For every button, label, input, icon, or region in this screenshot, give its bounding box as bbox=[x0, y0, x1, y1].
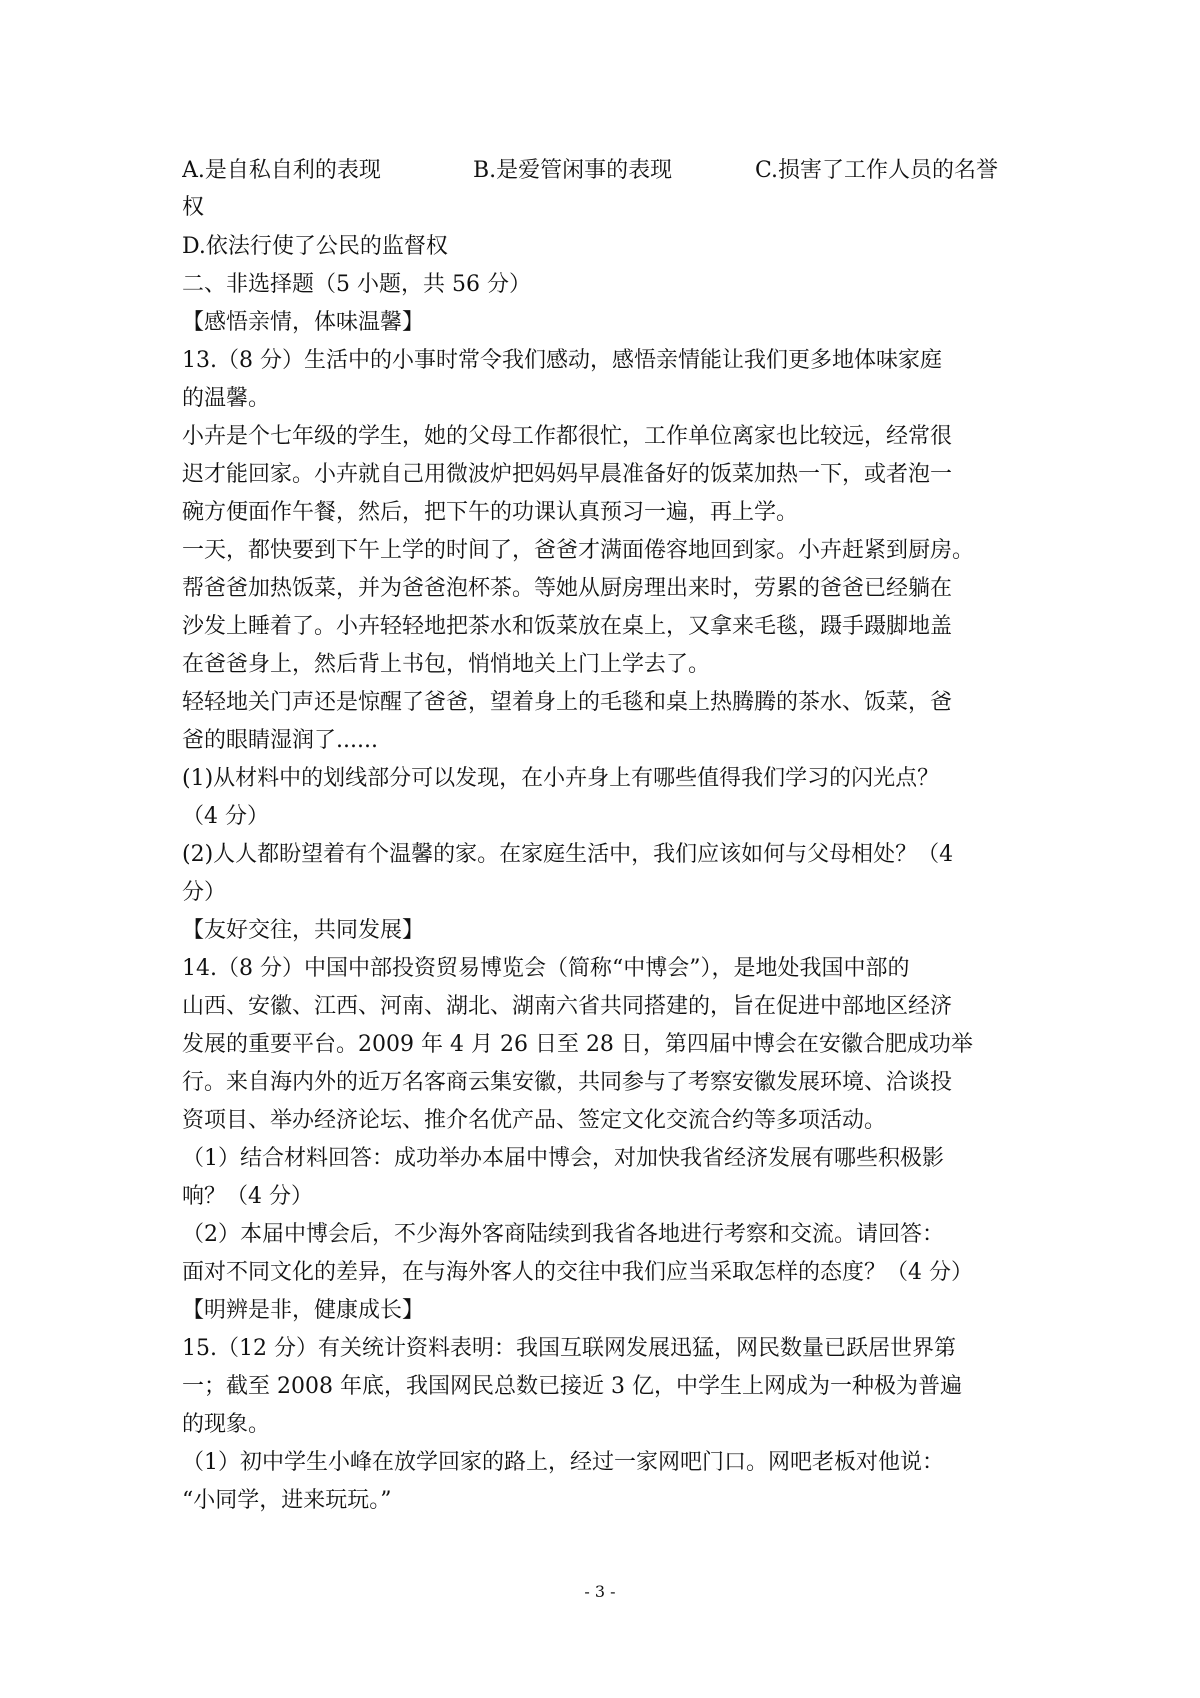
option-d: D.依法行使了公民的监督权 bbox=[182, 234, 448, 259]
text-line: 山西、安徽、江西、河南、湖北、湖南六省共同搭建的，旨在促进中部地区经济 bbox=[182, 994, 953, 1019]
option-b: B.是爱管闲事的表现 bbox=[473, 158, 673, 183]
text-line: 面对不同文化的差异，在与海外客人的交往中我们应当采取怎样的态度？（4 分） bbox=[182, 1260, 973, 1285]
text-line: “小同学，进来玩玩。” bbox=[182, 1488, 392, 1513]
option-c: C.损害了工作人员的名誉 bbox=[755, 158, 999, 183]
text-line: 响？（4 分） bbox=[182, 1184, 313, 1209]
text-line: 小卉是个七年级的学生，她的父母工作都很忙，工作单位离家也比较远，经常很 bbox=[182, 424, 953, 449]
sub-question: （1）结合材料回答：成功举办本届中博会，对加快我省经济发展有哪些积极影 bbox=[182, 1146, 944, 1171]
text-line: 一；截至 2008 年底，我国网民总数已接近 3 亿，中学生上网成为一种极为普遍 bbox=[182, 1374, 962, 1399]
text-line: 一天，都快要到下午上学的时间了，爸爸才满面倦容地回到家。小卉赶紧到厨房。 bbox=[182, 538, 975, 563]
text-line: 分） bbox=[182, 880, 227, 905]
theme-heading: 【感悟亲情，体味温馨】 bbox=[182, 310, 425, 335]
text-line: 沙发上睡着了。小卉轻轻地把茶水和饭菜放在桌上，又拿来毛毯，蹑手蹑脚地盖 bbox=[182, 614, 953, 639]
text-line: 爸的眼睛湿润了...... bbox=[182, 728, 378, 753]
text-line: 的现象。 bbox=[182, 1412, 271, 1437]
text-line: 权 bbox=[182, 195, 205, 220]
sub-question: （1）初中学生小峰在放学回家的路上，经过一家网吧门口。网吧老板对他说： bbox=[182, 1450, 944, 1475]
question-15: 15.（12 分）有关统计资料表明：我国互联网发展迅猛，网民数量已跃居世界第 bbox=[182, 1336, 956, 1361]
text-line: 行。来自海内外的近万名客商云集安徽，共同参与了考察安徽发展环境、洽谈投 bbox=[182, 1070, 953, 1095]
page-number: - 3 - bbox=[584, 1582, 616, 1601]
text-line: 的温馨。 bbox=[182, 386, 271, 411]
theme-heading: 【友好交往，共同发展】 bbox=[182, 918, 425, 943]
sub-question: (2)人人都盼望着有个温馨的家。在家庭生活中，我们应该如何与父母相处？（4 bbox=[182, 842, 954, 867]
section-heading: 二、非选择题（5 小题，共 56 分） bbox=[182, 272, 531, 297]
text-line: 资项目、举办经济论坛、推介名优产品、签定文化交流合约等多项活动。 bbox=[182, 1108, 887, 1133]
sub-question: （2）本届中博会后，不少海外客商陆续到我省各地进行考察和交流。请回答： bbox=[182, 1222, 944, 1247]
option-a: A.是自私自利的表现 bbox=[182, 158, 381, 183]
text-line: 发展的重要平台。2009 年 4 月 26 日至 28 日，第四届中博会在安徽合肥成功举 bbox=[182, 1032, 973, 1057]
theme-heading: 【明辨是非，健康成长】 bbox=[182, 1298, 425, 1323]
text-line: 帮爸爸加热饭菜，并为爸爸泡杯茶。等她从厨房理出来时，劳累的爸爸已经躺在 bbox=[182, 576, 953, 601]
text-line: （4 分） bbox=[182, 804, 269, 829]
text-line: 迟才能回家。小卉就自己用微波炉把妈妈早晨准备好的饭菜加热一下，或者泡一 bbox=[182, 462, 953, 487]
text-line: 轻轻地关门声还是惊醒了爸爸，望着身上的毛毯和桌上热腾腾的茶水、饭菜，爸 bbox=[182, 690, 953, 715]
question-14: 14.（8 分）中国中部投资贸易博览会（简称“中博会”），是地处我国中部的 bbox=[182, 956, 910, 981]
text-line: 碗方便面作午餐，然后，把下午的功课认真预习一遍，再上学。 bbox=[182, 500, 799, 525]
text-line: 在爸爸身上，然后背上书包，悄悄地关上门上学去了。 bbox=[182, 652, 711, 677]
sub-question: (1)从材料中的划线部分可以发现，在小卉身上有哪些值得我们学习的闪光点？ bbox=[182, 766, 940, 791]
question-13: 13.（8 分）生活中的小事时常令我们感动，感悟亲情能让我们更多地体味家庭 bbox=[182, 348, 942, 373]
options-line bbox=[182, 152, 1032, 190]
